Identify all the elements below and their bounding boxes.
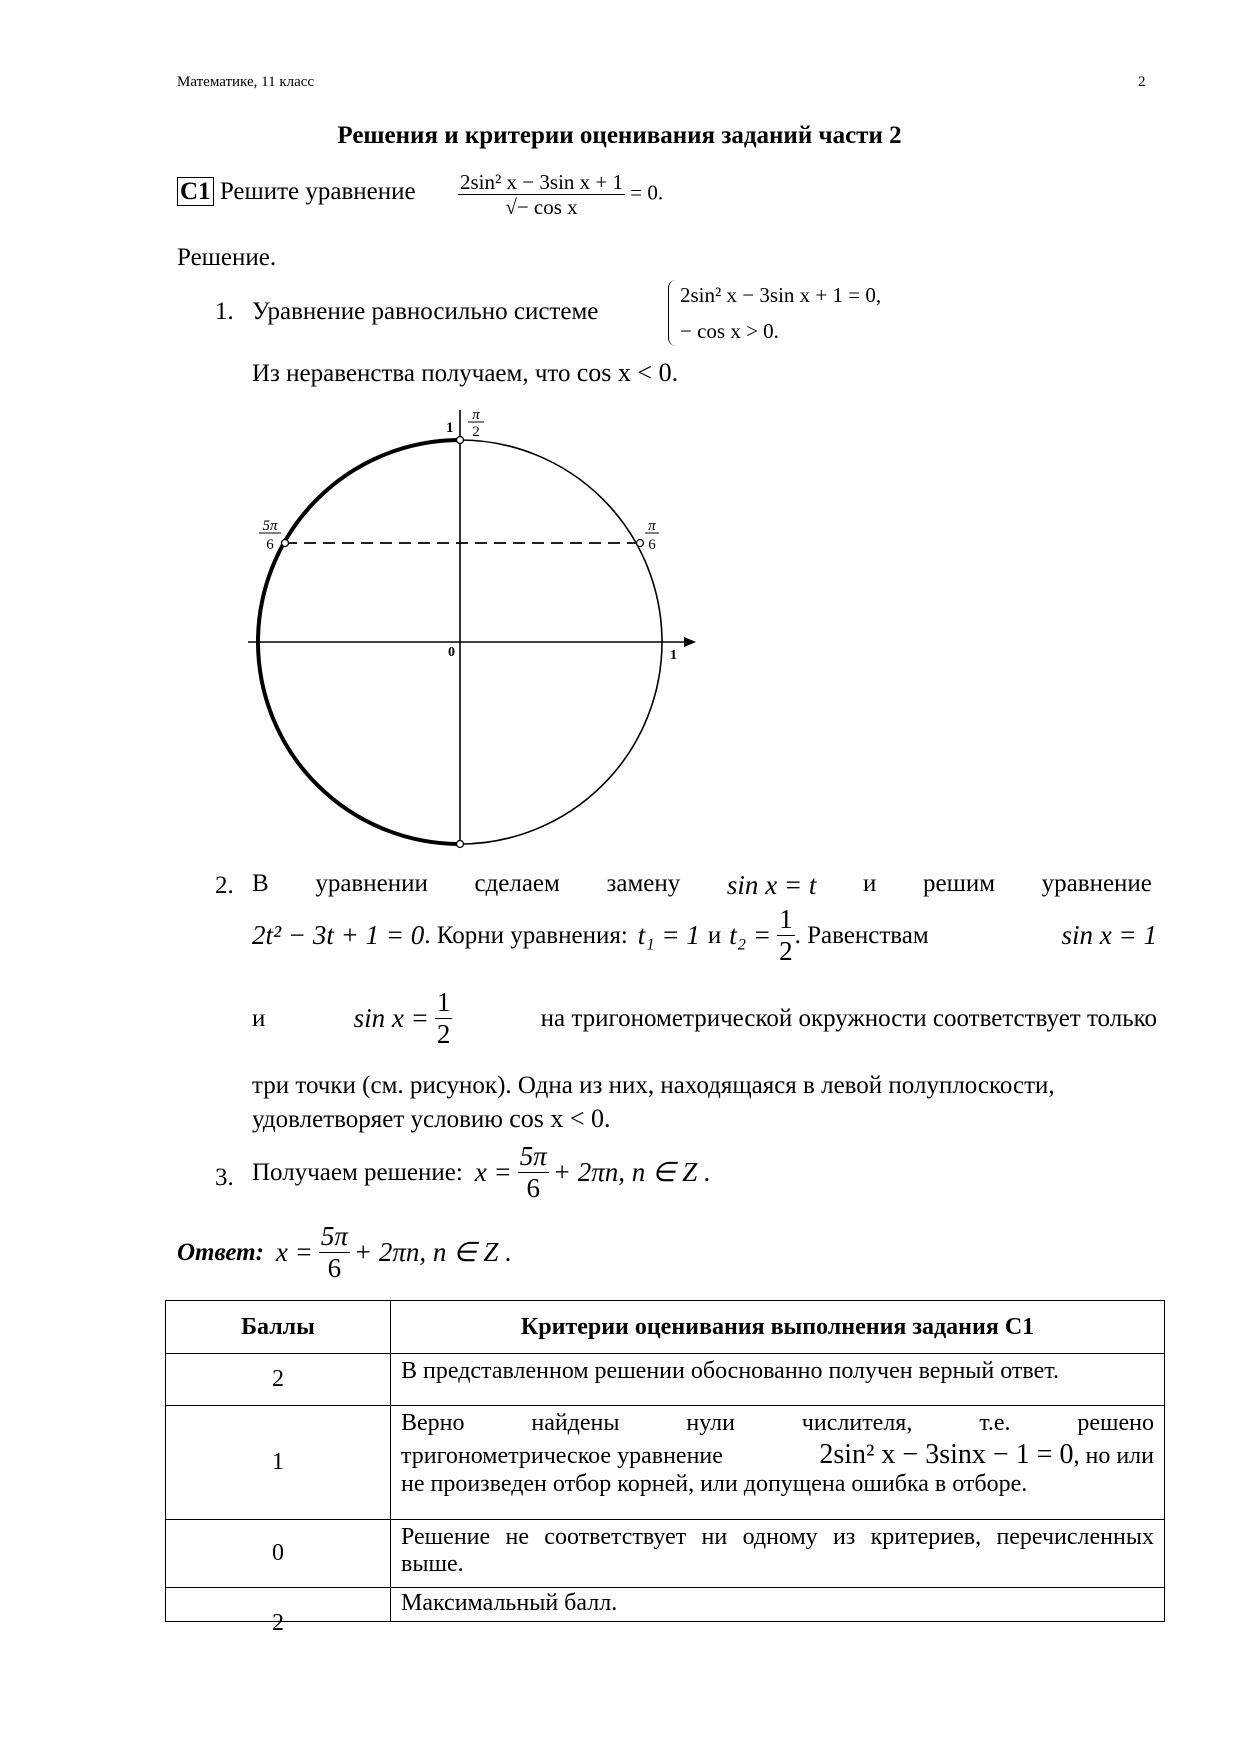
header-points: Баллы xyxy=(166,1301,391,1354)
label-origin: 0 xyxy=(448,645,455,660)
step3-x-eq: x = xyxy=(474,1157,512,1188)
x-axis-arrow xyxy=(684,637,696,647)
half-num: 1 xyxy=(777,904,795,936)
label-pi-half-num: π xyxy=(472,407,480,423)
table-row xyxy=(166,1588,1165,1622)
table-row xyxy=(166,1406,1165,1520)
criterion-line-b xyxy=(401,1439,1154,1471)
step2-half-2 xyxy=(435,987,453,1050)
label-pi6-den: 6 xyxy=(648,537,656,553)
task-statement xyxy=(177,178,416,206)
step2-quadratic: 2t² − 3t + 1 = 0 xyxy=(252,920,425,951)
page-number: 2 xyxy=(1138,74,1146,90)
section-title: Решения и критерии оценивания заданий части 2 xyxy=(337,122,902,149)
step2-word: сделаем xyxy=(474,870,560,897)
table-row xyxy=(166,1520,1165,1588)
step2-line3-rest: на тригонометрической окружности соответствует только xyxy=(540,1004,1157,1032)
header-criteria: Критерии оценивания выполнения задания С1 xyxy=(391,1301,1165,1354)
unit-circle-figure xyxy=(240,405,710,850)
task-rhs: = 0. xyxy=(630,180,664,205)
step3-text: Получаем решение: xyxy=(252,1158,463,1186)
step1-number: 1. xyxy=(215,298,234,325)
criterion-b-text: тригонометрическое уравнение xyxy=(401,1443,723,1469)
row-points: 1 xyxy=(166,1406,391,1520)
task-numerator: 2sin² x − 3sin x + 1 xyxy=(460,170,623,194)
system-line-1: 2sin² x − 3sin x + 1 = 0, xyxy=(680,283,882,307)
row-criterion xyxy=(391,1406,1165,1520)
criterion-line-d: не произведен отбор корней, или допущена ошибка в отборе. xyxy=(401,1471,1028,1497)
step2-line5-text: удовлетворяет условию xyxy=(252,1106,503,1133)
step2-half xyxy=(777,904,795,967)
step2-t2: t₂ = xyxy=(729,920,772,951)
step2-word: уравнении xyxy=(315,870,428,897)
point-5pi-6 xyxy=(282,540,289,547)
step2-sin1: sin x = 1 xyxy=(1061,920,1157,951)
row-points: 0 xyxy=(166,1520,391,1588)
step2-word: решим xyxy=(923,870,996,897)
step2-word: замену xyxy=(606,870,681,897)
step3-frac-den: 6 xyxy=(526,1173,541,1204)
system-line-2: − cos x > 0. xyxy=(680,319,779,343)
table-row xyxy=(166,1354,1165,1406)
step2-line3 xyxy=(252,987,1157,1050)
criterion-c-text: , но или xyxy=(1073,1443,1154,1469)
step3-frac xyxy=(518,1141,549,1204)
step2-substitution: sin x = t xyxy=(726,870,817,900)
task-prompt: Решите уравнение xyxy=(219,178,416,205)
step2-equalities: . Равенствам xyxy=(794,921,929,949)
step3-line xyxy=(252,1141,711,1204)
point-bottom xyxy=(457,841,464,848)
task-label: С1 xyxy=(177,177,214,206)
step2-word: В xyxy=(252,870,269,897)
label-pi6-num: π xyxy=(648,518,656,534)
step3-frac-num: 5π xyxy=(518,1141,549,1173)
label-pi-half-den: 2 xyxy=(472,424,480,440)
task-fraction xyxy=(458,170,663,219)
answer-frac-num: 5π xyxy=(319,1221,350,1253)
row-points-value: 2 xyxy=(272,1610,284,1636)
table-header-row xyxy=(166,1301,1165,1354)
criterion-line-a: Верно найдены нули числителя, т.е. решено xyxy=(401,1410,1154,1436)
row-criterion: В представленном решении обоснованно получен верный ответ. xyxy=(391,1354,1165,1406)
answer-tail: + 2πn, n ∈ Z . xyxy=(353,1237,512,1268)
step2-sinx-eq: sin x = xyxy=(353,1003,429,1034)
step1-followup xyxy=(252,358,678,388)
step3-tail: + 2πn, n ∈ Z . xyxy=(552,1157,711,1188)
point-pi-half xyxy=(457,437,464,444)
step2-line5-math: cos x < 0. xyxy=(509,1104,611,1133)
task-denominator: √− cos x xyxy=(505,195,578,220)
step2-word: и xyxy=(862,870,877,897)
step2-roots-text: . Корни уравнения: xyxy=(424,921,628,949)
solution-label: Решение. xyxy=(177,244,277,271)
step2-word: уравнение xyxy=(1041,870,1152,897)
step1-followup-math: cos x < 0. xyxy=(576,358,679,387)
answer-frac xyxy=(319,1221,350,1284)
step2-line4: три точки (см. рисунок). Одна из них, находящаяся в левой полуплоскости, xyxy=(252,1072,1055,1099)
step2-line3-and: и xyxy=(252,1004,266,1032)
answer-x-eq: x = xyxy=(275,1237,313,1268)
step2-line1 xyxy=(252,870,1152,901)
row-points: 2 xyxy=(166,1354,391,1406)
criterion-math: 2sin² x − 3sinx − 1 = 0 xyxy=(819,1439,1074,1470)
label-5pi6-num: 5π xyxy=(262,518,278,534)
step1-followup-text: Из неравенства получаем, что xyxy=(252,360,571,387)
step2-t1: t₁ = 1 xyxy=(637,920,700,951)
label-x-one: 1 xyxy=(670,648,677,663)
half-den: 2 xyxy=(779,936,793,967)
half-den: 2 xyxy=(436,1019,451,1050)
step2-number: 2. xyxy=(215,872,234,899)
answer-line xyxy=(177,1221,512,1284)
row-points xyxy=(166,1588,391,1636)
label-5pi6-den: 6 xyxy=(266,537,274,553)
half-num: 1 xyxy=(435,987,453,1019)
answer-frac-den: 6 xyxy=(327,1253,342,1284)
step3-number: 3. xyxy=(215,1164,234,1191)
answer-label: Ответ: xyxy=(177,1238,264,1266)
step1-text: Уравнение равносильно системе xyxy=(252,298,599,325)
step2-line5 xyxy=(252,1104,611,1134)
step2-and: и xyxy=(707,921,722,949)
row-criterion: Максимальный балл. xyxy=(391,1588,1165,1622)
step2-line2 xyxy=(252,904,1157,967)
label-y-one: 1 xyxy=(446,420,454,436)
row-criterion: Решение не соответствует ни одному из критериев, перечисленных выше. xyxy=(391,1520,1165,1588)
criteria-table xyxy=(165,1300,1165,1636)
point-pi-6 xyxy=(637,540,644,547)
header-subject: Математике, 11 класс xyxy=(177,74,315,90)
